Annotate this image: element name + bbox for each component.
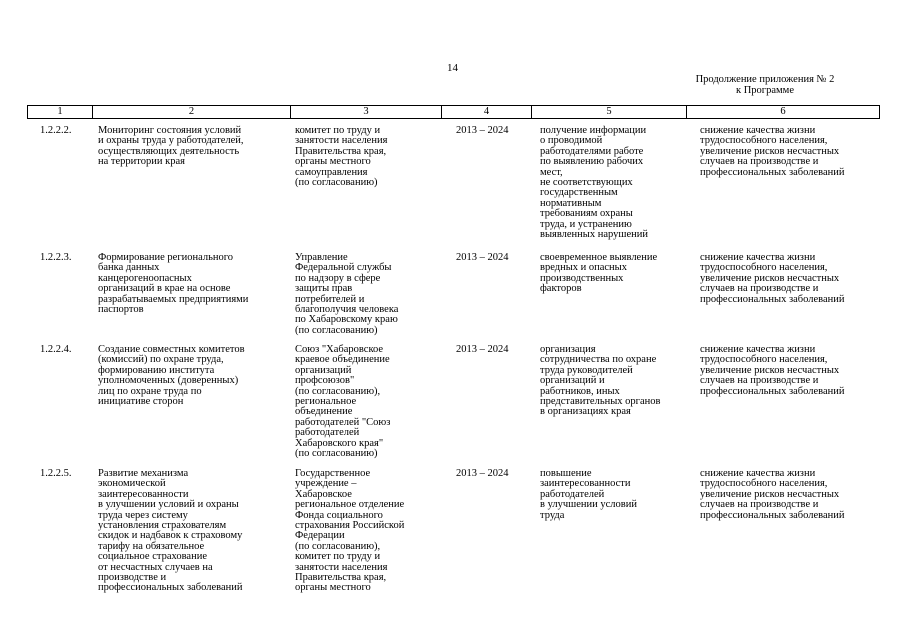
- consequence-line: случаев на производстве и: [700, 156, 819, 168]
- expected-result-line: в улучшении условий: [540, 499, 637, 511]
- consequence-line: увеличение рисков несчастных: [700, 272, 840, 284]
- consequence-line: профессиональных заболеваний: [700, 166, 845, 178]
- expected-result-line: труда, и устранению: [540, 218, 632, 230]
- executor-line: органы местного: [295, 156, 371, 168]
- consequence-line: трудоспособного населения,: [700, 262, 828, 274]
- executor-line: потребителей и: [295, 293, 365, 305]
- consequence-line: снижение качества жизни: [700, 468, 816, 479]
- executor-line: благополучия человека: [295, 304, 399, 316]
- expected-result-line: представительных органов: [540, 396, 661, 408]
- executor-line: самоуправления: [295, 166, 368, 178]
- measure-name-line: труда через систему: [98, 509, 188, 521]
- executor-cell: [295, 126, 387, 188]
- expected-result-line: государственным: [540, 187, 618, 199]
- executor-cell: [295, 345, 390, 459]
- expected-result-line: о проводимой: [540, 135, 603, 147]
- measure-name-cell: [98, 126, 244, 168]
- executor-line: по Хабаровскому краю: [295, 314, 398, 326]
- expected-result-line: вредных и опасных: [540, 262, 627, 274]
- appendix-note: [680, 74, 850, 96]
- expected-result-line: работодателей: [540, 488, 605, 500]
- appendix-note-line: к Программе: [736, 85, 794, 96]
- executor-line: органы местного: [295, 582, 371, 594]
- measure-name-line: экономической: [98, 478, 166, 490]
- expected-result-line: получение информации: [540, 125, 647, 136]
- measure-name-line: паспортов: [98, 304, 144, 316]
- executor-line: краевое объединение: [295, 354, 390, 366]
- measure-name-line: организаций в крае на основе: [98, 283, 231, 295]
- measure-name-line: установления страхователям: [98, 520, 227, 532]
- measure-name-line: Мониторинг состояния условий: [98, 125, 242, 136]
- consequence-line: трудоспособного населения,: [700, 478, 828, 490]
- consequence-line: трудоспособного населения,: [700, 354, 828, 366]
- consequence-line: случаев на производстве и: [700, 499, 819, 511]
- measure-name-line: производстве и: [98, 572, 167, 584]
- executor-line: страхования Российской: [295, 520, 405, 532]
- measure-name-cell: [98, 253, 248, 315]
- executor-line: комитет по труду и: [295, 125, 381, 136]
- expected-result-line: нормативным: [540, 197, 602, 209]
- measure-name-line: заинтересованности: [98, 488, 189, 500]
- measure-name-line: Формирование регионального: [98, 252, 234, 263]
- expected-result-cell: [540, 469, 637, 521]
- measure-name-line: (комиссий) по охране труда,: [98, 354, 224, 366]
- consequence-line: профессиональных заболеваний: [700, 293, 845, 305]
- expected-result-cell: [540, 126, 648, 240]
- expected-result-line: по выявлению рабочих: [540, 156, 644, 168]
- measure-name-line: разрабатываемых предприятиями: [98, 293, 249, 305]
- executor-cell: [295, 253, 398, 336]
- appendix-note-line: Продолжение приложения № 2: [695, 74, 835, 85]
- consequence-line: случаев на производстве и: [700, 283, 819, 295]
- executor-line: учреждение –: [295, 478, 357, 490]
- measure-name-line: и охраны труда у работодателей,: [98, 135, 244, 147]
- expected-result-line: своевременное выявление: [540, 252, 658, 263]
- expected-result-line: производственных: [540, 272, 624, 284]
- consequence-cell: [700, 126, 844, 178]
- consequence-cell: [700, 345, 844, 397]
- measure-name-line: Развитие механизма: [98, 468, 189, 479]
- expected-result-line: работников, иных: [540, 385, 620, 397]
- measure-name-line: от несчастных случаев на: [98, 561, 213, 573]
- measure-name-line: социальное страхование: [98, 551, 207, 563]
- consequence-line: профессиональных заболеваний: [700, 385, 845, 397]
- expected-result-line: факторов: [540, 283, 582, 295]
- measure-name-line: в улучшении условий и охраны: [98, 499, 239, 511]
- expected-result-line: мест,: [540, 166, 563, 178]
- consequence-line: профессиональных заболеваний: [700, 509, 845, 521]
- column-header: 1: [57, 106, 63, 117]
- measure-name-line: банка данных: [98, 262, 160, 274]
- measure-name-line: тарифу на обязательное: [98, 540, 205, 552]
- executor-line: Государственное: [295, 468, 371, 479]
- executor-line: Союз "Хабаровское: [295, 344, 384, 355]
- table-header: [27, 105, 880, 119]
- measure-name-line: формированию института: [98, 364, 215, 376]
- executor-line: Управление: [295, 252, 348, 263]
- consequence-line: снижение качества жизни: [700, 125, 816, 136]
- consequence-line: снижение качества жизни: [700, 252, 816, 263]
- consequence-line: случаев на производстве и: [700, 375, 819, 387]
- executor-line: занятости населения: [295, 135, 388, 147]
- executor-line: (по согласованию),: [295, 385, 381, 397]
- term-cell: 2013 – 2024: [456, 468, 509, 479]
- executor-line: (по согласованию): [295, 177, 378, 189]
- column-header: 2: [188, 106, 195, 117]
- executor-line: (по согласованию): [295, 324, 378, 336]
- executor-line: региональное: [295, 396, 357, 408]
- executor-cell: [295, 469, 404, 594]
- expected-result-line: повышение: [540, 468, 592, 479]
- consequence-line: трудоспособного населения,: [700, 135, 828, 147]
- expected-result-cell: [540, 253, 657, 295]
- executor-line: организаций: [295, 364, 352, 376]
- measure-name-cell: [98, 345, 245, 407]
- term-cell: 2013 – 2024: [456, 344, 509, 355]
- measure-name-line: уполномоченных (доверенных): [98, 375, 239, 387]
- expected-result-line: организация: [540, 344, 596, 355]
- executor-line: объединение: [295, 406, 353, 418]
- consequence-line: увеличение рисков несчастных: [700, 145, 840, 157]
- term-cell: 2013 – 2024: [456, 252, 509, 263]
- executor-line: Правительства края,: [295, 145, 387, 157]
- measure-name-line: лиц по охране труда по: [98, 385, 202, 397]
- executor-line: Хабаровское: [295, 488, 352, 500]
- measure-name-line: Создание совместных комитетов: [98, 344, 245, 355]
- executor-line: работодателей "Союз: [295, 416, 391, 428]
- expected-result-line: труда: [540, 509, 565, 521]
- consequence-line: снижение качества жизни: [700, 344, 816, 355]
- expected-result-line: не соответствующих: [540, 177, 633, 189]
- column-header: 4: [483, 106, 490, 117]
- executor-line: Фонда социального: [295, 509, 383, 521]
- consequence-cell: [700, 469, 844, 521]
- measure-name-line: канцерогеноопасных: [98, 272, 192, 284]
- executor-line: Хабаровского края": [295, 437, 384, 449]
- consequence-cell: [700, 253, 844, 305]
- executor-line: Федеральной службы: [295, 262, 392, 274]
- executor-line: региональное отделение: [295, 499, 405, 511]
- executor-line: Федерации: [295, 530, 345, 542]
- expected-result-line: труда руководителей: [540, 364, 633, 376]
- consequence-line: увеличение рисков несчастных: [700, 364, 840, 376]
- measure-name-line: осуществляющих деятельность: [98, 145, 240, 157]
- executor-line: защиты прав: [295, 283, 353, 295]
- column-header: 3: [363, 106, 369, 117]
- executor-line: занятости населения: [295, 561, 388, 573]
- executor-line: работодателей: [295, 427, 360, 439]
- executor-line: (по согласованию),: [295, 540, 381, 552]
- executor-line: (по согласованию): [295, 448, 378, 460]
- expected-result-line: в организациях края: [540, 406, 631, 418]
- page-number: 14: [447, 62, 458, 74]
- row-number-cell: 1.2.2.3.: [40, 252, 72, 263]
- executor-line: комитет по труду и: [295, 551, 381, 563]
- expected-result-line: организаций и: [540, 375, 605, 387]
- executor-line: профсоюзов": [295, 375, 355, 387]
- column-header: 6: [780, 106, 786, 117]
- expected-result-line: заинтересованности: [540, 478, 631, 490]
- consequence-line: увеличение рисков несчастных: [700, 488, 840, 500]
- row-number-cell: 1.2.2.4.: [40, 344, 72, 355]
- expected-result-line: требованиям охраны: [540, 208, 633, 220]
- row-number-cell: 1.2.2.5.: [40, 468, 72, 479]
- expected-result-cell: [540, 345, 660, 418]
- measure-name-line: скидок и надбавок к страховому: [98, 530, 243, 542]
- executor-line: по надзору в сфере: [295, 272, 381, 284]
- term-cell: 2013 – 2024: [456, 125, 509, 136]
- measure-name-line: профессиональных заболеваний: [98, 582, 243, 594]
- measure-name-line: на территории края: [98, 156, 185, 168]
- expected-result-line: сотрудничества по охране: [540, 354, 657, 366]
- row-number-cell: 1.2.2.2.: [40, 125, 72, 136]
- expected-result-line: работодателями работе: [540, 145, 644, 157]
- expected-result-line: выявленных нарушений: [540, 229, 648, 241]
- executor-line: Правительства края,: [295, 572, 387, 584]
- measure-name-cell: [98, 469, 242, 594]
- measure-name-line: инициативе сторон: [98, 396, 184, 408]
- column-header: 5: [606, 106, 612, 117]
